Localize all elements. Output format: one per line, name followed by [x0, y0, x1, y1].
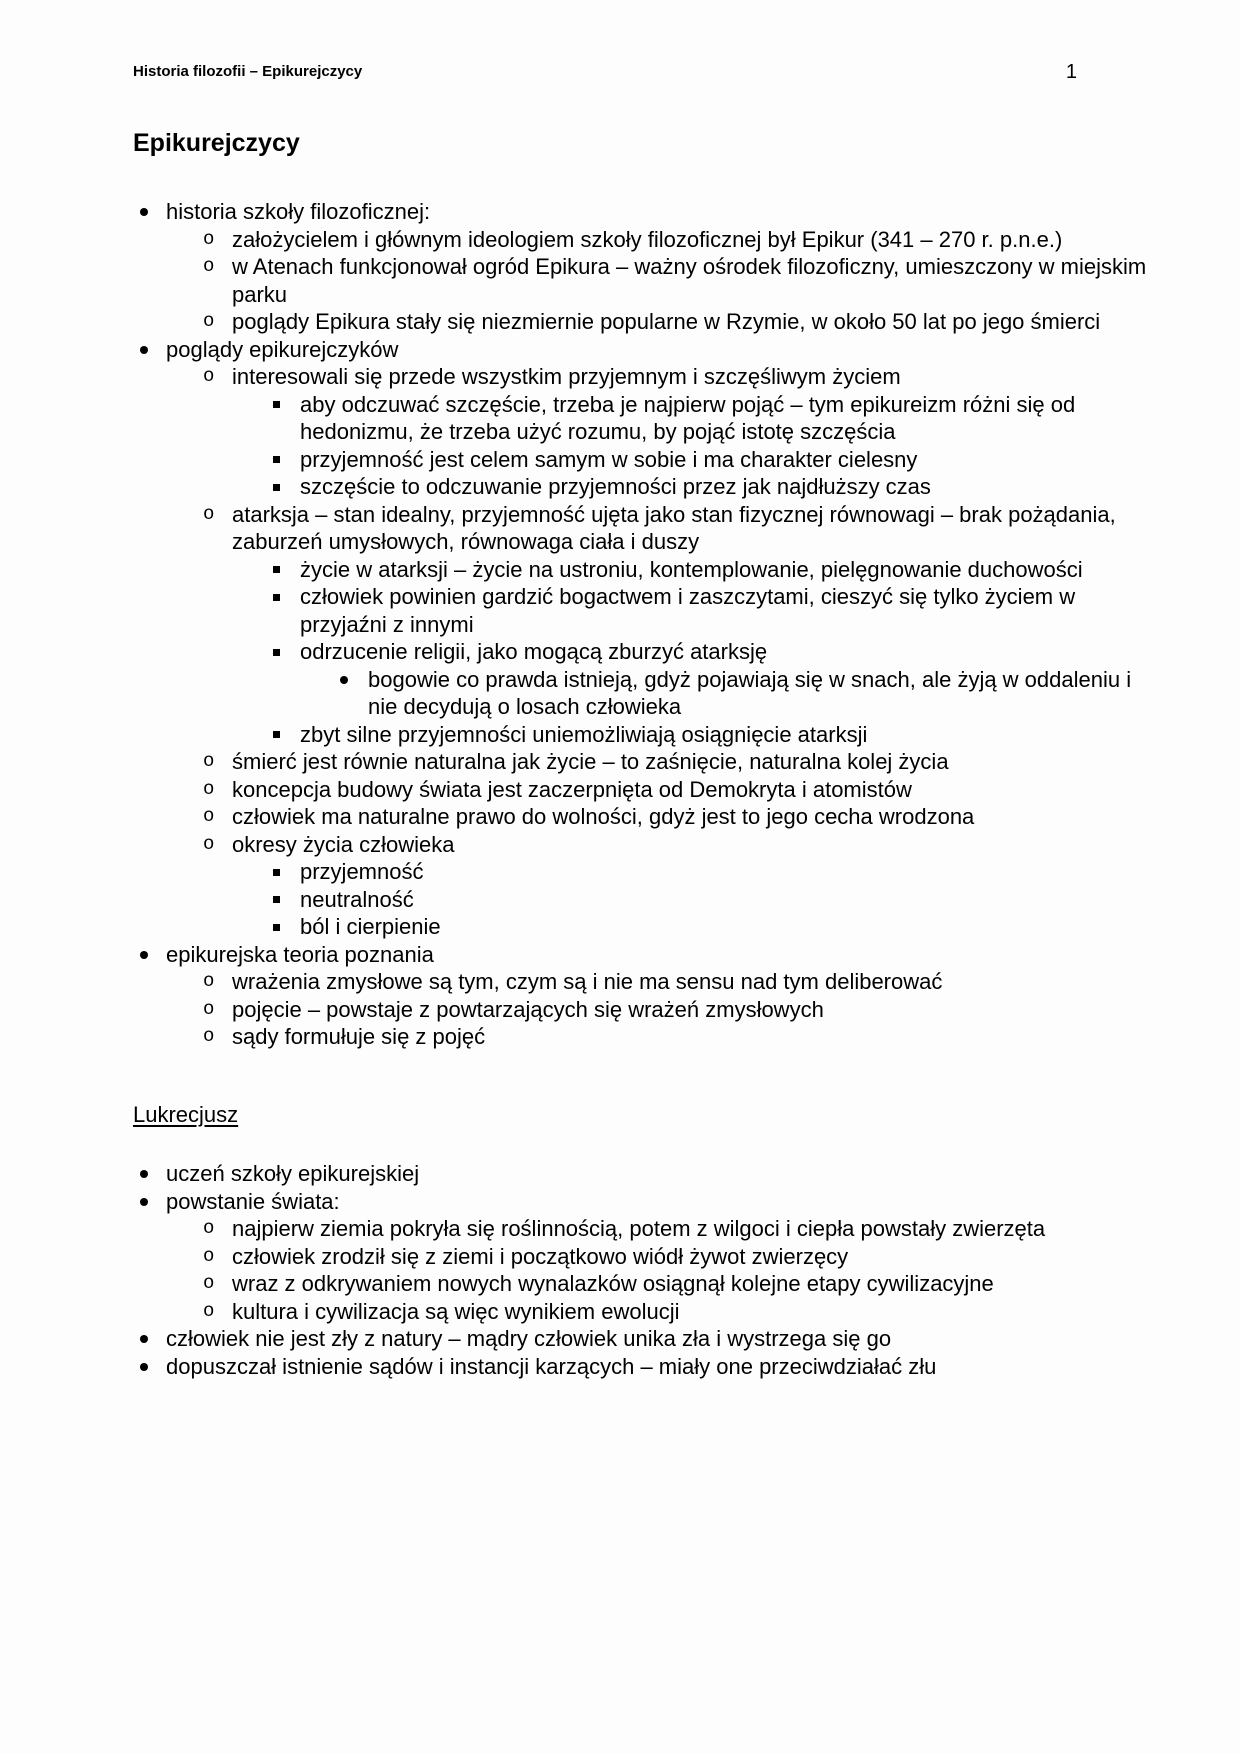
bullet-list-epikurejczycy	[133, 198, 1163, 1051]
bullet-disc-marker	[140, 1335, 148, 1343]
list-item	[133, 1188, 1163, 1216]
bullet-o-marker: o	[203, 970, 215, 992]
bullet-o-marker: o	[203, 1272, 215, 1294]
list-item-text: atarksja – stan idealny, przyjemność ujęta jako stan fizycznej równowagi – brak pożądania, zaburzeń umysłowych, równowaga ciała i duszy	[232, 501, 1116, 554]
list-item-text: uczeń szkoły epikurejskiej	[166, 1161, 420, 1186]
list-item-text: sądy formułuje się z pojęć	[232, 1024, 486, 1049]
list-item-text: wraz z odkrywaniem nowych wynalazków osiągnął kolejne etapy cywilizacyjne	[232, 1271, 994, 1296]
bullet-disc-marker	[140, 951, 148, 959]
list-item-text: poglądy Epikura stały się niezmiernie popularne w Rzymie, w około 50 lat po jego śmierci	[232, 309, 1101, 334]
list-item	[133, 473, 1163, 501]
list-item-text: bogowie co prawda istnieją, gdyż pojawiają się w snach, ale żyją w oddaleniu i nie decydują o losach człowieka	[368, 666, 1132, 719]
list-item	[133, 748, 1163, 776]
list-item	[133, 501, 1163, 556]
section-heading-lukrecjusz: Lukrecjusz	[133, 1101, 239, 1127]
list-item-text: epikurejska teoria poznania	[166, 941, 434, 967]
list-item	[133, 583, 1163, 638]
list-item	[133, 556, 1163, 584]
bullet-o-marker: o	[203, 750, 215, 772]
bullet-list-lukrecjusz	[133, 1160, 1163, 1380]
list-item	[133, 253, 1163, 308]
bullet-square-marker	[273, 924, 280, 931]
bullet-disc-marker	[140, 208, 148, 216]
bullet-disc-marker	[140, 1198, 148, 1206]
bullet-disc-marker	[340, 676, 348, 684]
list-item	[133, 638, 1163, 666]
bullet-o-marker: o	[203, 1299, 215, 1322]
list-item-text: przyjemność	[300, 859, 424, 884]
bullet-square-marker	[273, 401, 280, 408]
bullet-disc-marker	[140, 1170, 148, 1178]
list-item	[133, 721, 1163, 749]
list-item	[133, 446, 1163, 474]
list-item	[133, 226, 1163, 254]
document-title: Epikurejczycy	[133, 129, 300, 157]
list-item-text: neutralność	[300, 886, 414, 912]
list-item-text: wrażenia zmysłowe są tym, czym są i nie ma sensu nad tym deliberować	[232, 969, 943, 994]
list-item-text: aby odczuwać szczęście, trzeba je najpierw pojąć – tym epikureizm różni się od hedonizmu, że trzeba użyć rozumu, by pojąć istotę szczęścia	[300, 391, 1076, 444]
list-item-text: odrzucenie religii, jako mogącą zburzyć atarksję	[300, 639, 768, 664]
bullet-square-marker	[273, 896, 280, 903]
list-item	[133, 666, 1163, 721]
list-item	[133, 776, 1163, 804]
bullet-o-marker: o	[203, 1025, 215, 1047]
bullet-o-marker: o	[203, 805, 215, 827]
list-item	[133, 308, 1163, 336]
list-item	[133, 1243, 1163, 1271]
list-item	[133, 996, 1163, 1024]
header-running-title: Historia filozofii – Epikurejczycy	[133, 63, 363, 80]
bullet-o-marker: o	[203, 255, 215, 277]
bullet-o-marker: o	[203, 1244, 215, 1267]
list-item-text: człowiek powinien gardzić bogactwem i zaszczytami, cieszyć się tylko życiem w przyjaźni z innymi	[300, 584, 1076, 637]
list-item-text: koncepcja budowy świata jest zaczerpnięta od Demokryta i atomistów	[232, 776, 912, 802]
bullet-o-marker: o	[203, 997, 215, 1020]
bullet-square-marker	[273, 484, 280, 491]
page-header	[133, 62, 1163, 82]
list-item-text: powstanie świata:	[166, 1188, 340, 1214]
list-item	[133, 1215, 1163, 1243]
list-item	[133, 1023, 1163, 1051]
list-item-text: kultura i cywilizacja są więc wynikiem ewolucji	[232, 1298, 680, 1324]
bullet-o-marker: o	[203, 1217, 215, 1239]
list-item	[133, 1160, 1163, 1188]
list-item-text: życie w atarksji – życie na ustroniu, kontemplowanie, pielęgnowanie duchowości	[300, 556, 1083, 582]
list-item	[133, 1353, 1163, 1381]
bullet-o-marker: o	[203, 777, 215, 800]
list-item-text: założycielem i głównym ideologiem szkoły filozoficznej był Epikur (341 – 270 r. p.n.e.)	[232, 226, 1063, 252]
bullet-disc-marker	[140, 346, 148, 354]
list-item	[133, 803, 1163, 831]
bullet-disc-marker	[140, 1363, 148, 1371]
list-item	[133, 1298, 1163, 1326]
bullet-square-marker	[273, 869, 280, 876]
bullet-square-marker	[273, 456, 280, 463]
page-number: 1	[1065, 61, 1077, 83]
list-item	[133, 968, 1163, 996]
bullet-square-marker	[273, 594, 280, 601]
list-item-text: śmierć jest równie naturalna jak życie – to zaśnięcie, naturalna kolej życia	[232, 749, 949, 774]
bullet-o-marker: o	[203, 310, 215, 332]
list-item	[133, 198, 1163, 226]
list-item-text: przyjemność jest celem samym w sobie i ma charakter cielesny	[300, 446, 918, 472]
list-item	[133, 1270, 1163, 1298]
bullet-o-marker: o	[203, 502, 215, 525]
list-item-text: człowiek zrodził się z ziemi i początkowo wiódł żywot zwierzęcy	[232, 1243, 849, 1269]
list-item-text: okresy życia człowieka	[232, 831, 455, 857]
list-item-text: najpierw ziemia pokryła się roślinnością, potem z wilgoci i ciepła powstały zwierzęta	[232, 1216, 1046, 1241]
list-item	[133, 941, 1163, 969]
list-item	[133, 391, 1163, 446]
bullet-square-marker	[273, 566, 280, 573]
list-item-text: pojęcie – powstaje z powtarzających się wrażeń zmysłowych	[232, 996, 824, 1022]
list-item-text: szczęście to odczuwanie przyjemności przez jak najdłuższy czas	[300, 474, 931, 499]
list-item-text: interesowali się przede wszystkim przyjemnym i szczęśliwym życiem	[232, 364, 901, 389]
list-item	[133, 363, 1163, 391]
bullet-o-marker: o	[203, 227, 215, 250]
bullet-o-marker: o	[203, 365, 215, 387]
list-item-text: człowiek ma naturalne prawo do wolności, gdyż jest to jego cecha wrodzona	[232, 804, 975, 829]
list-item-text: w Atenach funkcjonował ogród Epikura – ważny ośrodek filozoficzny, umieszczony w miejskim parku	[232, 254, 1147, 307]
bullet-o-marker: o	[203, 832, 215, 855]
list-item-text: człowiek nie jest zły z natury – mądry człowiek unika zła i wystrzega się go	[166, 1326, 892, 1351]
list-item-text: ból i cierpienie	[300, 914, 441, 939]
bullet-square-marker	[273, 649, 280, 656]
list-item	[133, 913, 1163, 941]
list-item	[133, 336, 1163, 364]
list-item	[133, 831, 1163, 859]
list-item-text: historia szkoły filozoficznej:	[166, 199, 431, 224]
bullet-square-marker	[273, 731, 280, 738]
list-item-text: zbyt silne przyjemności uniemożliwiają osiągnięcie atarksji	[300, 721, 868, 747]
list-item	[133, 1325, 1163, 1353]
list-item	[133, 858, 1163, 886]
list-item	[133, 886, 1163, 914]
list-item-text: poglądy epikurejczyków	[166, 336, 399, 362]
list-item-text: dopuszczał istnienie sądów i instancji karzących – miały one przeciwdziałać złu	[166, 1353, 937, 1379]
